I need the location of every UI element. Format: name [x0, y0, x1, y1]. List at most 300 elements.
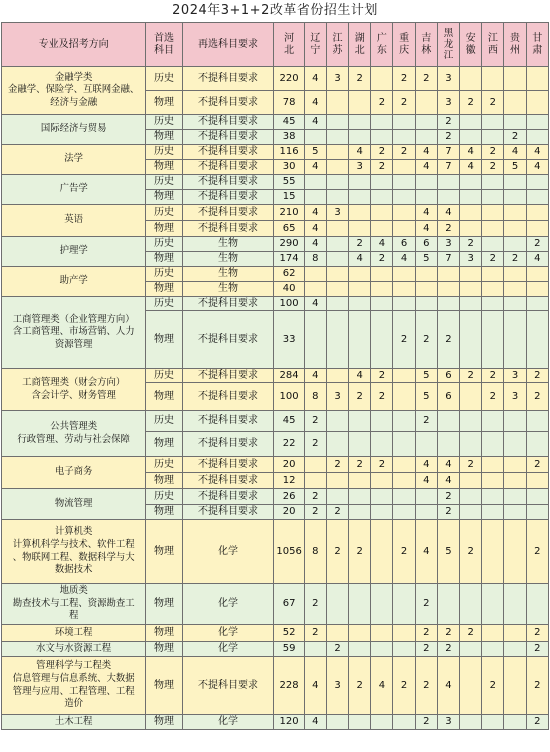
quota-cell-jiangxi	[482, 282, 504, 297]
quota-cell-liaoning: 4	[304, 715, 326, 730]
second-subject-cell: 不提科目要求	[182, 175, 274, 190]
quota-cell-liaoning: 4	[304, 369, 326, 383]
quota-cell-jiangsu	[326, 91, 348, 115]
table-row	[2, 520, 549, 584]
quota-cell-chongqing	[393, 175, 415, 190]
quota-cell-liaoning	[304, 175, 326, 190]
quota-cell-hubei: 2	[349, 237, 371, 252]
quota-cell-liaoning: 8	[304, 252, 326, 267]
quota-cell-gansu	[526, 432, 548, 457]
quota-cell-jiangsu	[326, 489, 348, 505]
quota-cell-jilin	[415, 297, 437, 311]
second-subject-cell: 化学	[182, 584, 274, 625]
second-subject-cell: 不提科目要求	[182, 205, 274, 221]
quota-cell-hubei	[349, 130, 371, 145]
quota-cell-gansu	[526, 505, 548, 520]
quota-cell-guangdong	[371, 642, 393, 657]
quota-cell-anhui	[460, 205, 482, 221]
header-province-jilin: 吉 林	[415, 23, 437, 67]
major-name-cell: 广告学	[2, 175, 146, 205]
major-name-cell: 英语	[2, 205, 146, 237]
major-name-cell: 水文与水资源工程	[2, 642, 146, 657]
quota-cell-heilongjiang: 5	[437, 520, 459, 584]
quota-cell-chongqing	[393, 505, 415, 520]
quota-cell-hebei: 284	[274, 369, 304, 383]
quota-cell-anhui	[460, 221, 482, 237]
quota-cell-guizhou	[504, 175, 526, 190]
quota-cell-chongqing	[393, 584, 415, 625]
quota-cell-jiangsu	[326, 411, 348, 432]
quota-cell-chongqing	[393, 115, 415, 130]
quota-cell-liaoning: 4	[304, 160, 326, 175]
major-name-cell: 法学	[2, 145, 146, 175]
quota-cell-heilongjiang: 4	[437, 205, 459, 221]
quota-cell-gansu	[526, 473, 548, 489]
quota-cell-guangdong	[371, 282, 393, 297]
quota-cell-heilongjiang: 2	[437, 489, 459, 505]
quota-cell-chongqing	[393, 205, 415, 221]
quota-cell-liaoning: 4	[304, 297, 326, 311]
quota-cell-hubei	[349, 642, 371, 657]
header-second-subject: 再选科目要求	[182, 23, 274, 67]
quota-cell-anhui: 2	[460, 520, 482, 584]
quota-cell-jilin: 6	[415, 237, 437, 252]
quota-cell-guangdong	[371, 267, 393, 282]
quota-cell-liaoning	[304, 190, 326, 205]
quota-cell-heilongjiang: 6	[437, 369, 459, 383]
header-province-gansu: 甘 肃	[526, 23, 548, 67]
quota-cell-jiangxi	[482, 625, 504, 642]
first-subject-cell: 历史	[146, 67, 182, 91]
quota-cell-chongqing	[393, 625, 415, 642]
quota-cell-jiangsu	[326, 252, 348, 267]
quota-cell-hebei: 78	[274, 91, 304, 115]
quota-cell-gansu: 2	[526, 642, 548, 657]
quota-cell-liaoning: 4	[304, 115, 326, 130]
quota-cell-jilin	[415, 432, 437, 457]
quota-cell-liaoning: 2	[304, 505, 326, 520]
quota-cell-anhui: 2	[460, 369, 482, 383]
quota-cell-liaoning: 4	[304, 205, 326, 221]
quota-cell-liaoning: 2	[304, 489, 326, 505]
quota-cell-hubei	[349, 91, 371, 115]
quota-cell-jiangxi	[482, 311, 504, 369]
quota-cell-gansu: 4	[526, 252, 548, 267]
second-subject-cell: 化学	[182, 625, 274, 642]
quota-cell-chongqing	[393, 221, 415, 237]
quota-cell-chongqing	[393, 715, 415, 730]
quota-cell-jiangsu	[326, 473, 348, 489]
major-name-cell: 公共管理类 行政管理、劳动与社会保障	[2, 411, 146, 457]
quota-cell-jilin	[415, 190, 437, 205]
header-first-subject: 首选 科目	[146, 23, 182, 67]
quota-cell-jiangxi	[482, 221, 504, 237]
quota-cell-hubei	[349, 473, 371, 489]
header-province-guangdong: 广 东	[371, 23, 393, 67]
table-row	[2, 625, 549, 642]
quota-cell-anhui	[460, 175, 482, 190]
table-row	[2, 489, 549, 505]
quota-cell-anhui: 2	[460, 457, 482, 473]
quota-cell-heilongjiang	[437, 190, 459, 205]
first-subject-cell: 物理	[146, 505, 182, 520]
quota-cell-jiangxi	[482, 175, 504, 190]
quota-cell-heilongjiang: 3	[437, 715, 459, 730]
quota-cell-guizhou	[504, 282, 526, 297]
quota-cell-anhui	[460, 311, 482, 369]
table-row	[2, 584, 549, 625]
quota-cell-jiangxi	[482, 505, 504, 520]
quota-cell-jiangxi	[482, 715, 504, 730]
second-subject-cell: 不提科目要求	[182, 190, 274, 205]
major-name-cell: 计算机类 计算机科学与技术、软件工程 、物联网工程、数据科学与大 数据技术	[2, 520, 146, 584]
quota-cell-jilin	[415, 115, 437, 130]
quota-cell-chongqing	[393, 489, 415, 505]
quota-cell-gansu: 4	[526, 145, 548, 160]
quota-cell-guangdong: 2	[371, 369, 393, 383]
quota-cell-heilongjiang: 7	[437, 145, 459, 160]
quota-cell-gansu	[526, 282, 548, 297]
quota-cell-jiangsu	[326, 130, 348, 145]
first-subject-cell: 物理	[146, 383, 182, 411]
quota-cell-chongqing	[393, 383, 415, 411]
quota-cell-guizhou: 4	[504, 145, 526, 160]
quota-cell-guangdong	[371, 489, 393, 505]
quota-cell-heilongjiang: 3	[437, 237, 459, 252]
first-subject-cell: 物理	[146, 584, 182, 625]
quota-cell-hebei: 174	[274, 252, 304, 267]
quota-cell-hubei	[349, 311, 371, 369]
quota-cell-hubei	[349, 584, 371, 625]
quota-cell-guizhou	[504, 657, 526, 715]
quota-cell-jiangxi: 2	[482, 91, 504, 115]
quota-cell-liaoning: 8	[304, 520, 326, 584]
quota-cell-jilin	[415, 130, 437, 145]
quota-cell-jiangxi	[482, 267, 504, 282]
quota-cell-heilongjiang	[437, 297, 459, 311]
second-subject-cell: 化学	[182, 520, 274, 584]
quota-cell-hebei: 1056	[274, 520, 304, 584]
quota-cell-jilin: 2	[415, 411, 437, 432]
quota-cell-jiangsu	[326, 237, 348, 252]
quota-cell-anhui	[460, 489, 482, 505]
quota-cell-liaoning	[304, 267, 326, 282]
quota-cell-gansu: 2	[526, 625, 548, 642]
major-name-cell: 地质类 勘查技术与工程、资源勘查工 程	[2, 584, 146, 625]
quota-cell-anhui	[460, 190, 482, 205]
quota-cell-guangdong	[371, 297, 393, 311]
second-subject-cell: 化学	[182, 642, 274, 657]
quota-cell-guangdong	[371, 473, 393, 489]
quota-cell-chongqing	[393, 411, 415, 432]
quota-cell-hebei: 12	[274, 473, 304, 489]
header-major: 专业及招考方向	[2, 23, 146, 67]
quota-cell-hubei: 4	[349, 145, 371, 160]
quota-cell-guizhou: 2	[504, 130, 526, 145]
quota-cell-heilongjiang: 3	[437, 67, 459, 91]
quota-cell-jiangsu	[326, 311, 348, 369]
quota-cell-hebei: 120	[274, 715, 304, 730]
quota-cell-hubei	[349, 221, 371, 237]
quota-cell-guizhou	[504, 520, 526, 584]
table-row	[2, 457, 549, 473]
quota-cell-hubei: 4	[349, 252, 371, 267]
quota-cell-jiangsu: 3	[326, 205, 348, 221]
quota-cell-jilin: 5	[415, 252, 437, 267]
quota-cell-guangdong	[371, 115, 393, 130]
quota-cell-chongqing: 2	[393, 67, 415, 91]
quota-cell-liaoning	[304, 282, 326, 297]
quota-cell-liaoning: 4	[304, 91, 326, 115]
major-name-cell: 金融学类 金融学、保险学、互联网金融、 经济与金融	[2, 67, 146, 115]
quota-cell-heilongjiang: 2	[437, 311, 459, 369]
quota-cell-gansu: 2	[526, 520, 548, 584]
first-subject-cell: 物理	[146, 221, 182, 237]
quota-cell-jilin: 4	[415, 473, 437, 489]
major-name-cell: 电子商务	[2, 457, 146, 489]
quota-cell-guizhou: 5	[504, 160, 526, 175]
quota-cell-hubei: 2	[349, 67, 371, 91]
quota-cell-jiangxi	[482, 642, 504, 657]
quota-cell-jiangxi: 2	[482, 145, 504, 160]
quota-cell-gansu: 2	[526, 383, 548, 411]
quota-cell-hebei: 45	[274, 411, 304, 432]
quota-cell-guangdong	[371, 505, 393, 520]
quota-cell-jilin: 5	[415, 369, 437, 383]
quota-cell-hubei	[349, 625, 371, 642]
quota-cell-gansu	[526, 175, 548, 190]
quota-cell-anhui	[460, 584, 482, 625]
quota-cell-gansu: 2	[526, 715, 548, 730]
quota-cell-chongqing	[393, 130, 415, 145]
quota-cell-jiangxi	[482, 190, 504, 205]
quota-cell-hebei: 62	[274, 267, 304, 282]
quota-cell-gansu	[526, 221, 548, 237]
quota-cell-chongqing	[393, 473, 415, 489]
quota-cell-heilongjiang: 2	[437, 505, 459, 520]
first-subject-cell: 物理	[146, 473, 182, 489]
quota-cell-guizhou: 2	[504, 252, 526, 267]
quota-cell-guizhou	[504, 584, 526, 625]
quota-cell-guangdong: 2	[371, 145, 393, 160]
quota-cell-anhui	[460, 67, 482, 91]
quota-cell-jiangxi: 2	[482, 160, 504, 175]
quota-cell-hebei: 20	[274, 457, 304, 473]
first-subject-cell: 物理	[146, 625, 182, 642]
quota-cell-heilongjiang: 7	[437, 252, 459, 267]
second-subject-cell: 不提科目要求	[182, 311, 274, 369]
quota-cell-jiangxi	[482, 67, 504, 91]
quota-cell-jiangxi	[482, 115, 504, 130]
second-subject-cell: 不提科目要求	[182, 505, 274, 520]
quota-cell-guangdong	[371, 175, 393, 190]
table-row	[2, 297, 549, 311]
quota-cell-jilin	[415, 91, 437, 115]
quota-cell-heilongjiang: 7	[437, 160, 459, 175]
quota-cell-guangdong: 2	[371, 160, 393, 175]
quota-cell-gansu: 2	[526, 237, 548, 252]
quota-cell-hubei	[349, 175, 371, 190]
quota-cell-gansu	[526, 411, 548, 432]
quota-cell-guizhou	[504, 205, 526, 221]
table-row	[2, 267, 549, 282]
quota-cell-jilin: 2	[415, 657, 437, 715]
quota-cell-anhui: 3	[460, 252, 482, 267]
quota-cell-liaoning: 2	[304, 625, 326, 642]
quota-cell-gansu	[526, 190, 548, 205]
second-subject-cell: 生物	[182, 237, 274, 252]
quota-cell-jiangsu	[326, 160, 348, 175]
quota-cell-heilongjiang: 4	[437, 457, 459, 473]
quota-cell-jiangsu	[326, 369, 348, 383]
quota-cell-gansu	[526, 297, 548, 311]
quota-cell-hubei: 3	[349, 160, 371, 175]
quota-cell-guangdong	[371, 625, 393, 642]
quota-cell-hebei: 52	[274, 625, 304, 642]
quota-cell-hebei: 210	[274, 205, 304, 221]
quota-cell-jiangxi	[482, 297, 504, 311]
table-row	[2, 657, 549, 715]
header-row	[2, 23, 549, 67]
quota-cell-hebei: 45	[274, 115, 304, 130]
quota-cell-guangdong: 4	[371, 237, 393, 252]
quota-cell-guizhou	[504, 625, 526, 642]
quota-cell-anhui: 2	[460, 625, 482, 642]
quota-cell-guizhou	[504, 91, 526, 115]
quota-cell-guizhou	[504, 457, 526, 473]
quota-cell-heilongjiang	[437, 175, 459, 190]
quota-cell-liaoning: 2	[304, 584, 326, 625]
quota-cell-jiangsu	[326, 115, 348, 130]
quota-cell-hubei	[349, 432, 371, 457]
quota-cell-gansu	[526, 91, 548, 115]
quota-cell-guangdong: 2	[371, 457, 393, 473]
quota-cell-jilin: 5	[415, 383, 437, 411]
quota-cell-hubei: 2	[349, 457, 371, 473]
quota-cell-hubei: 4	[349, 369, 371, 383]
second-subject-cell: 不提科目要求	[182, 130, 274, 145]
quota-cell-gansu: 2	[526, 369, 548, 383]
quota-cell-guizhou	[504, 715, 526, 730]
table-row	[2, 369, 549, 383]
second-subject-cell: 不提科目要求	[182, 457, 274, 473]
table-body	[2, 67, 549, 730]
first-subject-cell: 物理	[146, 282, 182, 297]
quota-cell-liaoning	[304, 473, 326, 489]
quota-cell-hubei	[349, 190, 371, 205]
quota-cell-hebei: 55	[274, 175, 304, 190]
quota-cell-guizhou	[504, 505, 526, 520]
second-subject-cell: 不提科目要求	[182, 657, 274, 715]
quota-cell-chongqing: 2	[393, 145, 415, 160]
quota-cell-jilin: 4	[415, 160, 437, 175]
header-province-hebei: 河 北	[274, 23, 304, 67]
first-subject-cell: 物理	[146, 91, 182, 115]
quota-cell-jiangsu: 2	[326, 457, 348, 473]
quota-cell-jilin	[415, 282, 437, 297]
table-row	[2, 642, 549, 657]
quota-cell-jiangsu: 3	[326, 67, 348, 91]
quota-cell-guizhou	[504, 489, 526, 505]
first-subject-cell: 历史	[146, 489, 182, 505]
quota-cell-heilongjiang	[437, 432, 459, 457]
quota-cell-hebei: 100	[274, 383, 304, 411]
second-subject-cell: 不提科目要求	[182, 297, 274, 311]
first-subject-cell: 历史	[146, 267, 182, 282]
first-subject-cell: 历史	[146, 237, 182, 252]
first-subject-cell: 历史	[146, 145, 182, 160]
quota-cell-liaoning: 4	[304, 67, 326, 91]
header-province-jiangxi: 江 西	[482, 23, 504, 67]
quota-cell-jiangsu	[326, 145, 348, 160]
quota-cell-jiangsu	[326, 221, 348, 237]
second-subject-cell: 不提科目要求	[182, 473, 274, 489]
quota-cell-gansu: 2	[526, 457, 548, 473]
quota-cell-guangdong	[371, 432, 393, 457]
quota-cell-hebei: 22	[274, 432, 304, 457]
quota-cell-hubei	[349, 715, 371, 730]
quota-cell-guizhou	[504, 115, 526, 130]
quota-cell-guangdong	[371, 520, 393, 584]
quota-cell-hebei: 15	[274, 190, 304, 205]
second-subject-cell: 不提科目要求	[182, 411, 274, 432]
quota-cell-hebei: 220	[274, 67, 304, 91]
quota-cell-liaoning: 2	[304, 411, 326, 432]
quota-cell-guizhou	[504, 473, 526, 489]
quota-cell-hubei: 2	[349, 383, 371, 411]
first-subject-cell: 物理	[146, 190, 182, 205]
quota-cell-jilin: 4	[415, 145, 437, 160]
quota-cell-jilin	[415, 489, 437, 505]
quota-cell-hubei	[349, 505, 371, 520]
quota-cell-hebei: 59	[274, 642, 304, 657]
quota-cell-jiangxi	[482, 584, 504, 625]
quota-cell-guizhou	[504, 190, 526, 205]
quota-cell-anhui: 4	[460, 145, 482, 160]
quota-cell-liaoning	[304, 311, 326, 369]
quota-cell-jiangxi	[482, 205, 504, 221]
quota-cell-hubei	[349, 115, 371, 130]
quota-cell-anhui	[460, 432, 482, 457]
quota-cell-liaoning: 5	[304, 145, 326, 160]
quota-cell-anhui: 2	[460, 237, 482, 252]
quota-cell-gansu	[526, 584, 548, 625]
quota-cell-chongqing	[393, 267, 415, 282]
quota-cell-guangdong	[371, 221, 393, 237]
quota-cell-hebei: 116	[274, 145, 304, 160]
quota-cell-chongqing: 2	[393, 91, 415, 115]
quota-cell-jiangxi	[482, 432, 504, 457]
quota-cell-guangdong	[371, 130, 393, 145]
quota-cell-jiangsu	[326, 625, 348, 642]
quota-cell-heilongjiang: 2	[437, 221, 459, 237]
quota-cell-chongqing	[393, 369, 415, 383]
quota-cell-hubei	[349, 411, 371, 432]
quota-cell-jiangxi	[482, 457, 504, 473]
quota-cell-anhui	[460, 383, 482, 411]
major-name-cell: 护理学	[2, 237, 146, 267]
quota-cell-hubei: 2	[349, 520, 371, 584]
quota-cell-anhui	[460, 115, 482, 130]
quota-cell-anhui	[460, 282, 482, 297]
quota-cell-jiangsu	[326, 175, 348, 190]
first-subject-cell: 物理	[146, 520, 182, 584]
quota-cell-jiangxi	[482, 130, 504, 145]
quota-cell-gansu	[526, 115, 548, 130]
first-subject-cell: 历史	[146, 297, 182, 311]
quota-cell-heilongjiang: 2	[437, 625, 459, 642]
table-row	[2, 411, 549, 432]
